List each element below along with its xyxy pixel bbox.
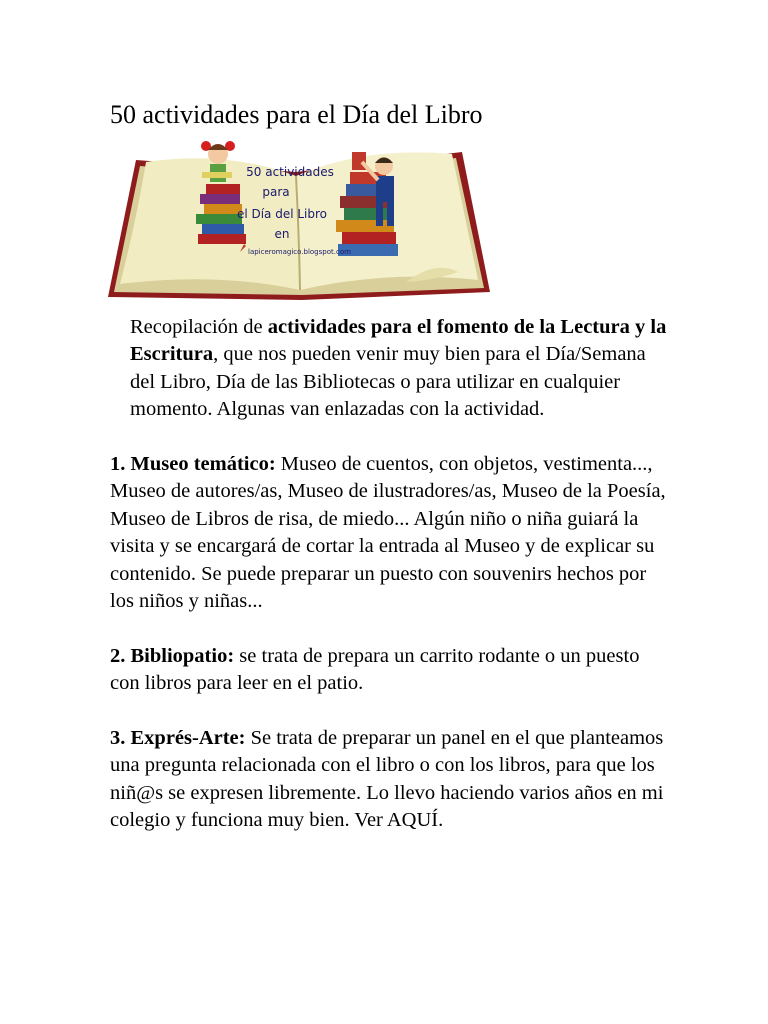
intro-bold: actividades para el fomento de la Lectura y la Escritura	[130, 316, 667, 366]
activity-text: Se trata de preparar un panel en el que planteamos una pregunta relacionada con el libro o con los libros, para que los niñ@s se expresen libremente. Lo llevo haciendo varios años en mi colegio y funciona muy bien. Ver AQUÍ.	[110, 727, 664, 832]
activity-heading: 3. Exprés-Arte:	[110, 727, 246, 750]
activity-heading: 2. Bibliopatio:	[110, 644, 235, 667]
intro-paragraph	[110, 314, 670, 424]
intro-lead: Recopilación de	[130, 316, 268, 338]
book-text-line-4: en	[274, 227, 290, 241]
activity-paragraph	[110, 643, 670, 698]
activity-paragraph	[110, 725, 670, 835]
book-text-line-1: 50 actividades	[246, 165, 334, 179]
activity-text: Museo de cuentos, con objetos, vestimenta..., Museo de autores/as, Museo de ilustradores/as, Museo de la Poesía, Museo de Libros de risa, de miedo... Algún niño o niña guiará la visita y se encargará de cortar la entrada al Museo y de explicar su contenido. Se puede preparar un puesto con souvenirs hechos por los niños y niñas...	[110, 453, 666, 613]
document-body	[110, 314, 670, 835]
book-credit: lapiceromagico.blogspot.com	[248, 248, 351, 256]
book-text-line-3: el Día del Libro	[236, 207, 328, 221]
open-book-illustration	[106, 132, 492, 302]
activity-paragraph	[110, 451, 670, 615]
intro-rest: , que nos pueden venir muy bien para el Día/Semana del Libro, Día de las Bibliotecas o para utilizar en cualquier momento. Algunas van enlazadas con la actividad.	[130, 343, 646, 421]
activity-heading: 1. Museo temático:	[110, 453, 276, 476]
activity-text: se trata de prepara un carrito rodante o un puesto con libros para leer en el patio.	[110, 644, 640, 695]
document-title: 50 actividades para el Día del Libro	[110, 100, 483, 129]
book-text-line-2: para	[262, 185, 290, 199]
